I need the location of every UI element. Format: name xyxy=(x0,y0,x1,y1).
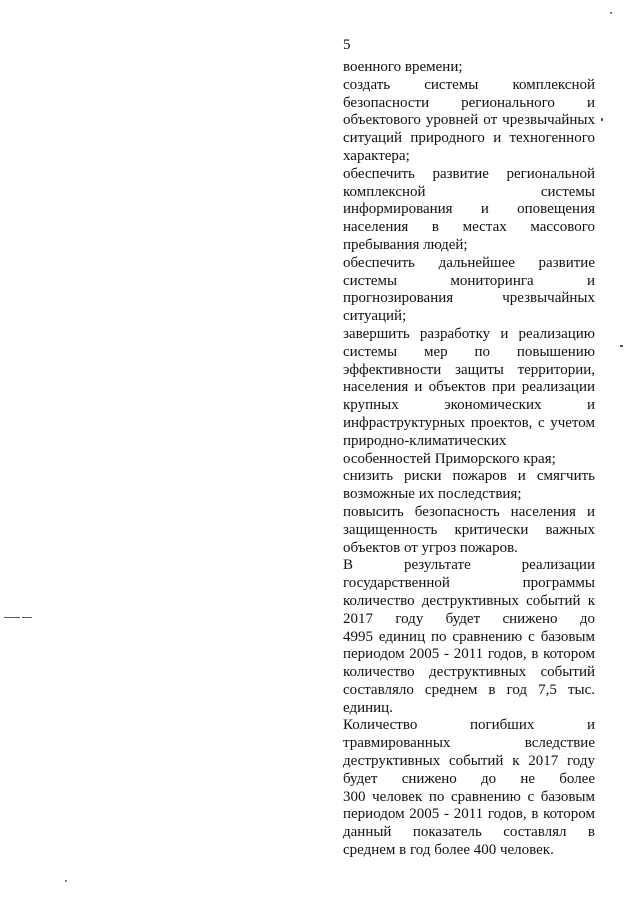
text-line: эффективности защиты территории, xyxy=(343,361,595,378)
text-line: Количество погибших и xyxy=(343,717,595,734)
text-line: комплексной системы xyxy=(343,183,595,200)
text-line: прогнозирования чрезвычайных xyxy=(343,290,595,307)
text-line: населения в местах массового xyxy=(343,219,595,236)
text-line: инфраструктурных проектов, с учетом xyxy=(343,414,595,431)
text-line: завершить разработку и реализацию xyxy=(343,325,595,342)
text-line: информирования и оповещения xyxy=(343,201,595,218)
text-line: единиц. xyxy=(343,699,393,716)
text-line: создать системы комплексной xyxy=(343,76,595,93)
text-line: объектового уровней от чрезвычайных xyxy=(343,112,595,129)
scan-mark xyxy=(22,617,32,618)
text-line: обеспечить дальнейшее развитие xyxy=(343,254,595,271)
body-text xyxy=(343,59,595,860)
text-line: деструктивных событий к 2017 году xyxy=(343,753,595,770)
text-line: снизить риски пожаров и смягчить xyxy=(343,468,595,485)
text-line: 300 человек по сравнению с базовым xyxy=(343,788,595,805)
text-line: ситуаций природного и техногенного xyxy=(343,130,595,147)
scan-mark xyxy=(620,345,623,347)
text-line: составляло среднем в год 7,5 тыс. xyxy=(343,681,595,698)
text-line: объектов от угроз пожаров. xyxy=(343,539,518,556)
text-line: характера; xyxy=(343,147,410,164)
text-line: количество деструктивных событий xyxy=(343,664,595,681)
text-line: безопасности регионального и xyxy=(343,94,595,111)
text-line: повысить безопасность населения и xyxy=(343,503,595,520)
text-line: периодом 2005 - 2011 годов, в котором xyxy=(343,646,595,663)
text-line: 2017 году будет снижено до xyxy=(343,610,595,627)
text-line: периодом 2005 - 2011 годов, в котором xyxy=(343,806,595,823)
text-line: военного времени; xyxy=(343,59,463,75)
text-line: обеспечить развитие региональной xyxy=(343,165,595,182)
text-line: государственной программы xyxy=(343,575,595,592)
text-line: защищенность критически важных xyxy=(343,521,595,538)
scan-mark xyxy=(65,880,67,882)
text-line: возможные их последствия; xyxy=(343,486,522,503)
page-number: 5 xyxy=(343,37,351,53)
text-line: В результате реализации xyxy=(343,557,595,574)
text-line: крупных экономических и xyxy=(343,397,595,414)
text-line: среднем в год более 400 человек. xyxy=(343,842,554,859)
text-line: количество деструктивных событий к xyxy=(343,592,595,609)
text-line: будет снижено до не более xyxy=(343,770,595,787)
text-line: данный показатель составлял в xyxy=(343,824,595,841)
text-line: населения и объектов при реализации xyxy=(343,379,595,396)
text-line: пребывания людей; xyxy=(343,236,468,253)
text-line: ситуаций; xyxy=(343,308,407,325)
text-line: особенностей Приморского края; xyxy=(343,450,556,467)
text-line: 4995 единиц по сравнению с базовым xyxy=(343,628,595,645)
text-line: травмированных вследствие xyxy=(343,735,595,752)
scan-mark xyxy=(4,617,20,618)
text-line: природно-климатических xyxy=(343,432,507,449)
text-line: системы мер по повышению xyxy=(343,343,595,360)
text-line: системы мониторинга и xyxy=(343,272,595,289)
scan-mark xyxy=(601,118,603,121)
scan-mark xyxy=(610,12,612,14)
